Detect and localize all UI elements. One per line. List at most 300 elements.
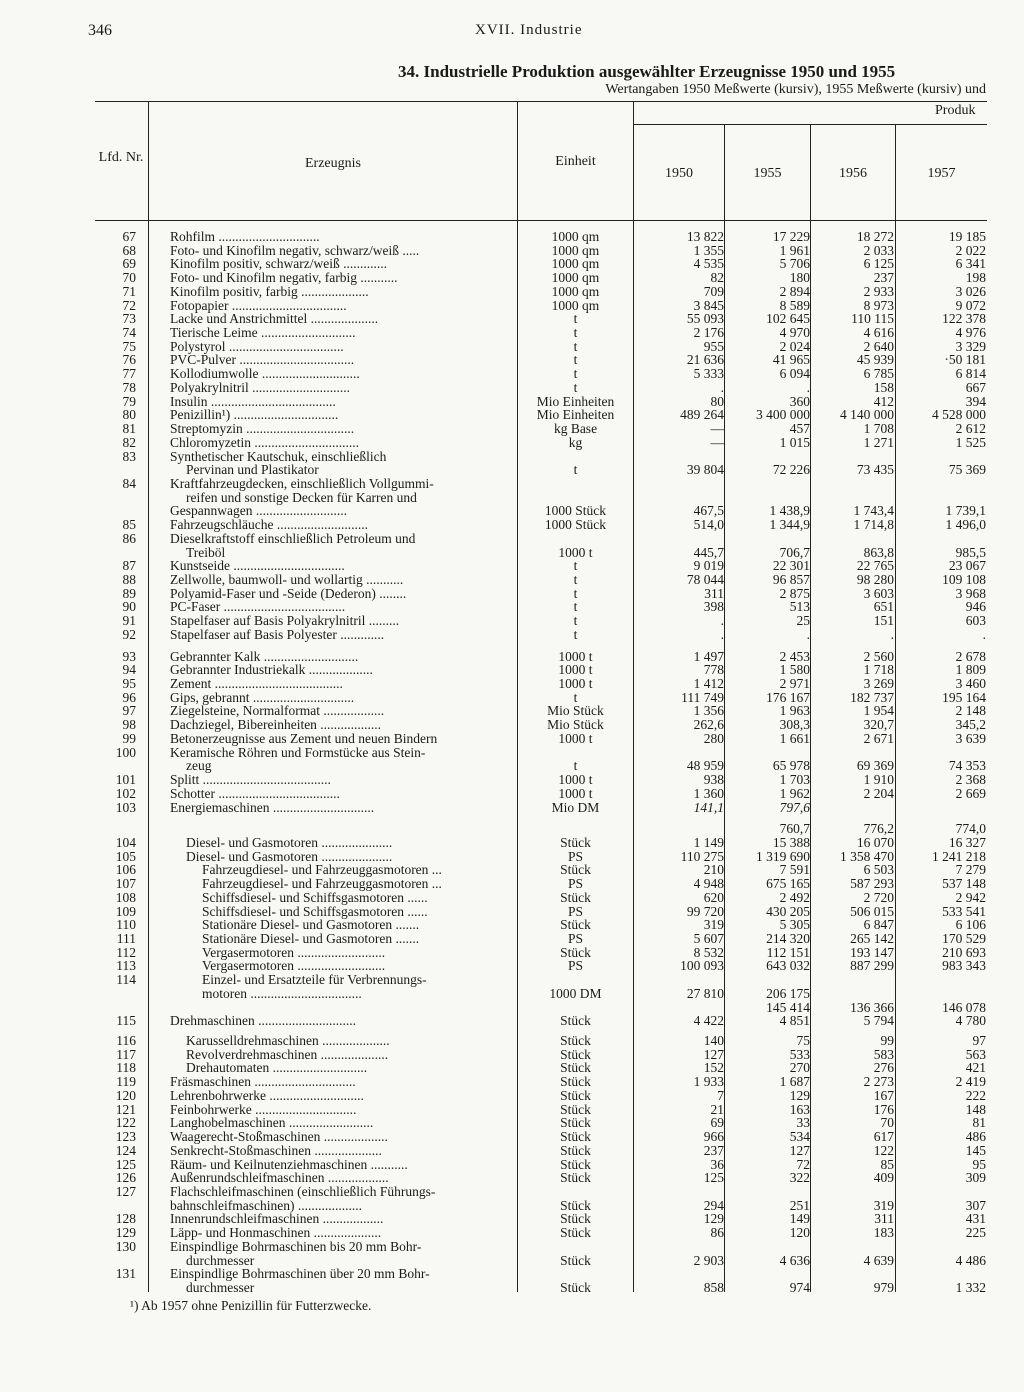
value-cell-1950: 514,0 xyxy=(693,517,724,533)
unit-cell: 1000 qm xyxy=(551,256,600,272)
value-cell-1957: 109 108 xyxy=(942,572,986,587)
unit-cell: Stück xyxy=(560,1170,591,1186)
value-cell-1955: 675 165 xyxy=(766,876,810,892)
product-name: Synthetischer Kautschuk, einschließlich xyxy=(170,448,387,464)
value-cell-1950: 7 xyxy=(717,1087,724,1103)
row-number: 91 xyxy=(122,613,136,629)
value-cell-1950: 467,5 xyxy=(693,503,724,519)
value-cell-1955: 2 492 xyxy=(779,889,810,905)
unit-cell: Stück xyxy=(560,862,591,878)
unit-cell: Stück xyxy=(560,1033,591,1049)
value-cell-1957: 2 148 xyxy=(955,703,986,719)
unit-cell: t xyxy=(573,572,578,587)
value-cell-1957: 145 xyxy=(965,1142,986,1158)
value-cell-1957: 75 369 xyxy=(948,462,986,478)
value-cell-1955: 797,6 xyxy=(779,799,810,815)
value-cell-1957: . xyxy=(982,626,986,642)
body-sep-5 xyxy=(810,220,811,1292)
row-number: 117 xyxy=(116,1046,136,1062)
value-cell-1950: 1 149 xyxy=(693,834,724,850)
value-cell-1957: 486 xyxy=(965,1129,986,1145)
unit-cell: Mio Einheiten xyxy=(536,393,615,409)
body-sep-6 xyxy=(895,220,896,1292)
value-cell-1956: 1 718 xyxy=(863,662,894,678)
product-name: Senkrecht-Stoßmaschinen .................... xyxy=(170,1142,382,1158)
row-number: 123 xyxy=(115,1129,136,1145)
product-name: Schiffsdiesel- und Schiffsgasmotoren ...... xyxy=(202,889,428,905)
value-cell-1956: 18 272 xyxy=(856,229,894,244)
value-cell-1955: 22 301 xyxy=(772,558,810,574)
product-name: Drehautomaten ............................ xyxy=(186,1060,368,1076)
value-cell-1956: 979 xyxy=(873,1280,894,1295)
value-cell-1955: 15 388 xyxy=(772,834,810,850)
value-cell-1950: 100 093 xyxy=(680,958,724,974)
value-cell-1950: 1 355 xyxy=(693,242,724,258)
value-cell-1950: 3 845 xyxy=(693,297,724,313)
value-cell-1956: 2 671 xyxy=(863,730,894,746)
product-name: Lacke und Anstrichmittel .................... xyxy=(170,311,379,327)
value-cell-1950: 55 093 xyxy=(686,311,724,327)
value-cell-1957: 23 067 xyxy=(948,558,986,574)
unit-cell: Stück xyxy=(560,1142,591,1158)
product-name: Revolverdrehmaschinen .................... xyxy=(186,1046,389,1062)
value-cell-1955: 145 414 xyxy=(766,999,810,1015)
unit-cell: Stück xyxy=(560,1115,591,1131)
product-name: Foto- und Kinofilm negativ, schwarz/weiß ..... xyxy=(170,242,420,258)
unit-cell: t xyxy=(573,462,578,478)
unit-cell: Stück xyxy=(560,1074,591,1090)
row-number: 72 xyxy=(122,297,136,313)
value-cell-1950: 319 xyxy=(703,917,724,933)
value-cell-1950: 398 xyxy=(703,599,724,615)
row-number: 131 xyxy=(115,1266,136,1282)
value-cell-1950: 78 044 xyxy=(686,572,724,587)
value-cell-1956: 182 737 xyxy=(850,689,894,705)
unit-cell: 1000 t xyxy=(558,785,593,801)
value-cell-1955: 206 175 xyxy=(766,985,810,1001)
product-name: Insulin ..................................... xyxy=(170,393,336,409)
header-year-1950: 1950 xyxy=(665,166,693,181)
product-name: Energiemaschinen .............................. xyxy=(170,799,375,815)
product-name: Zellwolle, baumwoll- und wollartig ........... xyxy=(170,572,404,587)
product-name: Diesel- und Gasmotoren ..................... xyxy=(186,834,393,850)
value-cell-1950: 4 535 xyxy=(693,256,724,272)
row-number: 111 xyxy=(116,931,136,946)
value-cell-1950: 1 412 xyxy=(693,676,724,692)
unit-cell: PS xyxy=(567,876,584,892)
value-cell-1955: . xyxy=(806,626,810,642)
product-name: Vergasermotoren .......................... xyxy=(202,944,386,960)
value-cell-1956: 2 560 xyxy=(863,648,894,664)
value-cell-1950: 21 xyxy=(710,1101,724,1117)
value-cell-1950: 1 356 xyxy=(693,703,724,719)
unit-cell: 1000 t xyxy=(558,662,593,678)
value-cell-1956: 409 xyxy=(873,1170,894,1186)
unit-cell: Stück xyxy=(560,1013,591,1029)
product-name: PVC-Pulver .................................. xyxy=(170,352,355,368)
value-cell-1955: 1 963 xyxy=(779,703,810,719)
unit-cell: Mio Stück xyxy=(547,717,604,733)
product-name: Penizillin¹) ............................... xyxy=(170,407,339,423)
product-name: Betonerzeugnisse aus Zement und neuen Bindern xyxy=(170,730,438,746)
value-cell-1957: 2 612 xyxy=(955,421,986,437)
product-name: Karusselldrehmaschinen .................... xyxy=(186,1033,390,1049)
header-top-rule xyxy=(95,101,987,102)
row-number: 126 xyxy=(115,1170,136,1186)
product-name: durchmesser xyxy=(186,1252,255,1268)
value-cell-1955: 180 xyxy=(789,270,810,286)
product-name: Gespannwagen ........................... xyxy=(170,503,347,519)
product-name: Treiböl xyxy=(186,544,226,560)
value-cell-1950: 445,7 xyxy=(693,544,724,560)
value-cell-1956: 85 xyxy=(880,1156,894,1172)
value-cell-1955: 706,7 xyxy=(779,544,810,560)
value-cell-1956: 183 xyxy=(873,1225,894,1241)
product-name: Tierische Leime ............................ xyxy=(170,325,356,341)
value-cell-1950: 709 xyxy=(703,283,724,299)
value-cell-1957: 19 185 xyxy=(948,229,986,244)
value-cell-1957: 985,5 xyxy=(955,544,986,560)
unit-cell: t xyxy=(573,325,578,341)
unit-cell: 1000 qm xyxy=(551,270,600,286)
value-cell-1950: 5 333 xyxy=(693,366,724,382)
product-name: Splitt ...................................... xyxy=(170,772,331,788)
row-number: 77 xyxy=(122,366,136,382)
product-name: Außenrundschleifmaschinen .................. xyxy=(170,1170,389,1186)
unit-cell: t xyxy=(573,613,578,629)
col-sep-1 xyxy=(148,101,149,220)
value-cell-1950: 778 xyxy=(703,662,724,678)
value-cell-1955: 2 971 xyxy=(779,676,810,692)
value-cell-1956: 110 115 xyxy=(851,311,894,327)
value-cell-1956: 158 xyxy=(873,379,894,395)
unit-cell: Stück xyxy=(560,1252,591,1268)
unit-cell: Stück xyxy=(560,1060,591,1076)
value-cell-1955: 270 xyxy=(789,1060,810,1076)
unit-cell: 1000 qm xyxy=(551,283,600,299)
value-cell-1956: 651 xyxy=(873,599,894,615)
product-name: Stationäre Diesel- und Gasmotoren ....... xyxy=(202,931,420,946)
unit-cell: t xyxy=(573,366,578,382)
value-cell-1955: 5 706 xyxy=(779,256,810,272)
value-cell-1955: 112 151 xyxy=(766,944,810,960)
unit-cell: Stück xyxy=(560,1156,591,1172)
value-cell-1955: 308,3 xyxy=(779,717,810,733)
product-name: Stapelfaser auf Basis Polyakrylnitril ......... xyxy=(170,613,400,629)
product-name: Streptomyzin ................................ xyxy=(170,421,355,437)
value-cell-1950: . xyxy=(720,613,724,629)
value-cell-1950: 938 xyxy=(703,772,724,788)
value-cell-1957: 533 541 xyxy=(942,903,986,919)
header-year-1956: 1956 xyxy=(839,166,867,181)
row-number: 67 xyxy=(122,229,136,244)
value-cell-1956: 70 xyxy=(880,1115,894,1131)
row-number: 105 xyxy=(115,848,136,864)
row-number: 127 xyxy=(115,1183,136,1199)
value-cell-1957: 148 xyxy=(965,1101,986,1117)
value-cell-1955: 974 xyxy=(789,1280,810,1295)
value-cell-1950: 5 607 xyxy=(693,931,724,946)
value-cell-1956: 2 273 xyxy=(863,1074,894,1090)
value-cell-1955: 1 687 xyxy=(779,1074,810,1090)
row-number: 87 xyxy=(122,558,136,574)
row-number: 94 xyxy=(122,662,136,678)
product-name: Fräsmaschinen .............................. xyxy=(170,1074,356,1090)
value-cell-1956: 237 xyxy=(873,270,894,286)
value-cell-1957: 2 022 xyxy=(955,242,986,258)
unit-cell: 1000 t xyxy=(558,544,593,560)
value-cell-1950: 1 360 xyxy=(693,785,724,801)
value-cell-1955: 65 978 xyxy=(772,758,810,774)
unit-cell: t xyxy=(573,379,578,395)
row-number: 101 xyxy=(115,772,136,788)
value-cell-1956: 1 910 xyxy=(863,772,894,788)
value-cell-1955: 3 400 000 xyxy=(756,407,810,423)
value-cell-1950: 294 xyxy=(703,1197,724,1213)
value-cell-1956: 2 933 xyxy=(863,283,894,299)
value-cell-1950: 80 xyxy=(710,393,724,409)
value-cell-1957: 225 xyxy=(965,1225,986,1241)
value-cell-1955: 7 591 xyxy=(779,862,810,878)
unit-cell: Stück xyxy=(560,1225,591,1241)
value-cell-1950: 39 804 xyxy=(686,462,724,478)
value-cell-1957: 3 639 xyxy=(955,730,986,746)
row-number: 114 xyxy=(116,972,136,988)
value-cell-1950: 4 422 xyxy=(693,1013,724,1029)
row-number: 104 xyxy=(115,834,136,850)
row-number: 78 xyxy=(122,379,136,395)
value-cell-1956: 3 269 xyxy=(863,676,894,692)
product-name: Kunstseide ................................. xyxy=(170,558,345,574)
value-cell-1957: 1 241 218 xyxy=(932,848,986,864)
unit-cell: kg Base xyxy=(553,421,598,437)
value-cell-1956: 1 271 xyxy=(863,434,894,450)
value-cell-1956: 863,8 xyxy=(863,544,894,560)
unit-cell: 1000 t xyxy=(558,676,593,692)
value-cell-1957: 946 xyxy=(965,599,986,615)
table-subtitle: Wertangaben 1950 Meßwerte (kursiv), 1955 Meßwerte (kursiv) und xyxy=(605,82,986,97)
unit-cell: 1000 DM xyxy=(549,985,602,1001)
value-cell-1956: 319 xyxy=(873,1197,894,1213)
value-cell-1955: 129 xyxy=(789,1087,810,1103)
unit-cell: Mio Einheiten xyxy=(536,407,615,423)
value-cell-1950: 152 xyxy=(703,1060,724,1076)
value-cell-1950: 82 xyxy=(710,270,724,286)
product-name: Kinofilm positiv, farbig .................... xyxy=(170,283,369,299)
value-cell-1957: 1 496,0 xyxy=(945,517,986,533)
unit-cell: PS xyxy=(567,848,584,864)
value-cell-1957: 394 xyxy=(965,393,986,409)
value-cell-1950: 210 xyxy=(703,862,724,878)
value-cell-1956: 8 973 xyxy=(863,297,894,313)
value-cell-1950: 8 532 xyxy=(693,944,724,960)
unit-cell: 1000 t xyxy=(558,730,593,746)
body-sep-4 xyxy=(724,220,725,1292)
value-cell-1957: 774,0 xyxy=(955,821,986,837)
value-cell-1956: 887 299 xyxy=(850,958,894,974)
value-cell-1956: 193 147 xyxy=(850,944,894,960)
row-number: 76 xyxy=(122,352,136,368)
row-number: 88 xyxy=(122,572,136,587)
product-name: Dieselkraftstoff einschließlich Petroleum und xyxy=(170,530,416,546)
value-cell-1956: 265 142 xyxy=(850,931,894,946)
value-cell-1955: 4 851 xyxy=(779,1013,810,1029)
row-number: 122 xyxy=(115,1115,136,1131)
value-cell-1955: 6 094 xyxy=(779,366,810,382)
value-cell-1950: 27 810 xyxy=(686,985,724,1001)
product-name: Läpp- und Honmaschinen .................... xyxy=(170,1225,382,1241)
value-cell-1957: 6 106 xyxy=(955,917,986,933)
value-cell-1957: 1 525 xyxy=(955,434,986,450)
value-cell-1956: 6 503 xyxy=(863,862,894,878)
row-number: 103 xyxy=(115,799,136,815)
value-cell-1955: 1 438,9 xyxy=(769,503,810,519)
product-name: Drehmaschinen ............................. xyxy=(170,1013,356,1029)
row-number: 68 xyxy=(122,242,136,258)
value-cell-1955: 149 xyxy=(789,1211,810,1227)
row-number: 71 xyxy=(122,283,136,299)
product-name: Schiffsdiesel- und Schiffsgasmotoren ...... xyxy=(202,903,428,919)
value-cell-1955: 2 024 xyxy=(779,338,810,354)
product-name: Keramische Röhren und Formstücke aus Stein- xyxy=(170,744,426,760)
product-name: Räum- und Keilnutenziehmaschinen ........... xyxy=(170,1156,408,1172)
product-name: bahnschleifmaschinen) ................... xyxy=(170,1197,362,1213)
row-number: 70 xyxy=(122,270,136,286)
value-cell-1957: ·50 181 xyxy=(944,352,986,368)
header-nr: Lfd. Nr. xyxy=(98,150,144,165)
row-number: 107 xyxy=(115,876,136,892)
product-name: Fahrzeugschläuche ........................... xyxy=(170,517,368,533)
product-name: Gebrannter Industriekalk ................... xyxy=(170,662,373,678)
row-number: 84 xyxy=(122,475,136,491)
value-cell-1950: 21 636 xyxy=(686,352,724,368)
value-cell-1957: 3 026 xyxy=(955,283,986,299)
value-cell-1950: 9 019 xyxy=(693,558,724,574)
value-cell-1956: 2 033 xyxy=(863,242,894,258)
row-number: 73 xyxy=(122,311,136,327)
unit-cell: PS xyxy=(567,958,584,974)
row-number: 109 xyxy=(115,903,136,919)
unit-cell: t xyxy=(573,758,578,774)
row-number: 106 xyxy=(115,862,136,878)
footnote: ¹) Ab 1957 ohne Penizillin für Futterzwecke. xyxy=(130,1298,372,1313)
unit-cell: 1000 Stück xyxy=(544,503,607,519)
row-number: 83 xyxy=(122,448,136,464)
value-cell-1956: 320,7 xyxy=(863,717,894,733)
value-cell-1956: 583 xyxy=(873,1046,894,1062)
unit-cell: t xyxy=(573,585,578,601)
value-cell-1955: 513 xyxy=(789,599,810,615)
row-number: 75 xyxy=(122,338,136,354)
value-cell-1957: 81 xyxy=(972,1115,986,1131)
product-name: Flachschleifmaschinen (einschließlich Führungs- xyxy=(170,1183,436,1199)
header-product: Erzeugnis xyxy=(305,156,361,171)
value-cell-1956: 167 xyxy=(873,1087,894,1103)
product-name: motoren ................................. xyxy=(202,985,362,1001)
value-cell-1956: 587 293 xyxy=(850,876,894,892)
row-number: 108 xyxy=(115,889,136,905)
value-cell-1956: 151 xyxy=(873,613,894,629)
row-number: 102 xyxy=(115,785,136,801)
header-unit: Einheit xyxy=(555,154,596,169)
row-number: 128 xyxy=(115,1211,136,1227)
unit-cell: Mio Stück xyxy=(547,703,604,719)
value-cell-1956: 776,2 xyxy=(863,821,894,837)
row-number: 118 xyxy=(116,1060,136,1076)
value-cell-1956: 6 847 xyxy=(863,917,894,933)
unit-cell: Stück xyxy=(560,889,591,905)
row-number: 113 xyxy=(116,958,136,974)
value-cell-1955: 96 857 xyxy=(772,572,810,587)
row-number: 74 xyxy=(122,325,136,341)
row-number: 129 xyxy=(115,1225,136,1241)
value-cell-1956: 4 140 000 xyxy=(840,407,894,423)
page-number: 346 xyxy=(88,22,112,39)
value-cell-1955: 360 xyxy=(789,393,810,409)
value-cell-1950: 262,6 xyxy=(693,717,724,733)
value-cell-1957: 146 078 xyxy=(942,999,986,1015)
value-cell-1950: — xyxy=(710,434,724,450)
unit-cell: Stück xyxy=(560,1087,591,1103)
row-number: 79 xyxy=(122,393,136,409)
value-cell-1957: 307 xyxy=(965,1197,986,1213)
product-name: Schotter .................................... xyxy=(170,785,340,801)
value-cell-1956: 6 785 xyxy=(863,366,894,382)
unit-cell: kg xyxy=(568,434,583,450)
product-name: Gips, gebrannt .............................. xyxy=(170,689,355,705)
value-cell-1950: 111 749 xyxy=(681,689,724,705)
value-cell-1956: 311 xyxy=(874,1211,894,1227)
unit-cell: Stück xyxy=(560,1101,591,1117)
value-cell-1950: 36 xyxy=(710,1156,724,1172)
value-cell-1957: 2 368 xyxy=(955,772,986,788)
value-cell-1957: 4 486 xyxy=(955,1252,986,1268)
product-name: reifen und sonstige Decken für Karren und xyxy=(186,489,417,505)
value-cell-1955: 2 875 xyxy=(779,585,810,601)
value-cell-1957: 4 528 000 xyxy=(932,407,986,423)
value-cell-1956: 16 070 xyxy=(856,834,894,850)
row-number: 125 xyxy=(115,1156,136,1172)
value-cell-1955: 1 961 xyxy=(779,242,810,258)
value-cell-1955: 127 xyxy=(789,1142,810,1158)
value-cell-1957: 2 419 xyxy=(955,1074,986,1090)
value-cell-1957: 1 739,1 xyxy=(945,503,986,519)
value-cell-1957: 3 460 xyxy=(955,676,986,692)
product-name: Dachziegel, Bibereinheiten .................. xyxy=(170,717,382,733)
value-cell-1955: 760,7 xyxy=(779,821,810,837)
unit-cell: t xyxy=(573,626,578,642)
value-cell-1957: 222 xyxy=(965,1087,986,1103)
value-cell-1950: 99 720 xyxy=(686,903,724,919)
value-cell-1950: 620 xyxy=(703,889,724,905)
value-cell-1950: 4 948 xyxy=(693,876,724,892)
unit-cell: Mio DM xyxy=(551,799,600,815)
value-cell-1957: 6 341 xyxy=(955,256,986,272)
product-name: Ziegelsteine, Normalformat .................. xyxy=(170,703,385,719)
value-cell-1955: 120 xyxy=(789,1225,810,1241)
unit-cell: Stück xyxy=(560,1046,591,1062)
value-cell-1950: . xyxy=(720,379,724,395)
value-cell-1955: 75 xyxy=(796,1033,810,1049)
product-name: Fahrzeugdiesel- und Fahrzeuggasmotoren ... xyxy=(202,876,442,892)
value-cell-1950: 1 497 xyxy=(693,648,724,664)
product-name: durchmesser xyxy=(186,1280,255,1295)
value-cell-1956: 22 765 xyxy=(856,558,894,574)
value-cell-1957: 122 378 xyxy=(942,311,986,327)
product-name: Gebrannter Kalk ............................ xyxy=(170,648,359,664)
value-cell-1956: 1 708 xyxy=(863,421,894,437)
value-cell-1956: 5 794 xyxy=(863,1013,894,1029)
